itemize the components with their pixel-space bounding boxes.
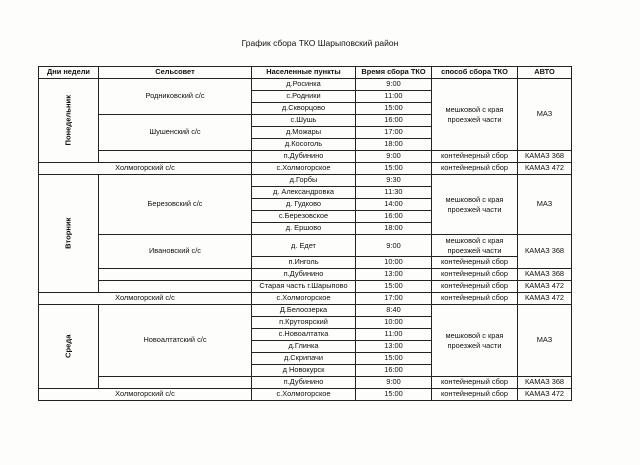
council-cell: Холмогорский с/с: [39, 389, 252, 401]
time-cell: 15:00: [356, 281, 432, 293]
time-cell: 11:00: [356, 91, 432, 103]
table-row: [39, 175, 572, 187]
place-cell: д.Скрипачи: [252, 353, 356, 365]
method-cell: контейнерный сбор: [432, 269, 518, 281]
header-day: Дни недели: [39, 67, 99, 79]
time-cell: 15:00: [356, 103, 432, 115]
header-place: Населенные пункты: [252, 67, 356, 79]
table-row: [39, 79, 572, 91]
council-cell: Ивановский с/с: [99, 235, 252, 269]
time-cell: 13:00: [356, 269, 432, 281]
place-cell: п.Инголь: [252, 257, 356, 269]
place-cell: д. Едет: [252, 235, 356, 257]
time-cell: 18:00: [356, 223, 432, 235]
place-cell: п.Дубинино: [252, 269, 356, 281]
place-cell: д Новокурск: [252, 365, 356, 377]
place-cell: Старая часть г.Шарыпово: [252, 281, 356, 293]
table-row: [39, 281, 572, 293]
place-cell: с.Шушь: [252, 115, 356, 127]
method-cell: контейнерный сбор: [432, 389, 518, 401]
time-cell: 15:00: [356, 163, 432, 175]
method-cell: мешковой с края проезжей части: [432, 175, 518, 235]
auto-cell: КАМАЗ 368: [518, 269, 572, 281]
table-row: [39, 235, 572, 257]
auto-cell: КАМАЗ 368: [518, 151, 572, 163]
method-cell: контейнерный сбор: [432, 163, 518, 175]
time-cell: 17:00: [356, 127, 432, 139]
method-cell: контейнерный сбор: [432, 257, 518, 269]
time-cell: 16:00: [356, 365, 432, 377]
table-row: [39, 377, 572, 389]
table-row: [39, 389, 572, 401]
place-cell: п.Дубинино: [252, 151, 356, 163]
council-cell: Холмогорский с/с: [39, 163, 252, 175]
time-cell: 10:00: [356, 317, 432, 329]
document-title: График сбора ТКО Шарыповский район: [241, 38, 399, 48]
method-cell: мешковой с края проезжей части: [432, 305, 518, 377]
council-cell: [99, 151, 252, 163]
auto-cell: КАМАЗ 472: [518, 281, 572, 293]
place-cell: д.Горбы: [252, 175, 356, 187]
time-cell: 17:00: [356, 293, 432, 305]
council-cell: Холмогорский с/с: [39, 293, 252, 305]
place-cell: д.Можары: [252, 127, 356, 139]
council-cell: Березовский с/с: [99, 175, 252, 235]
place-cell: д. Ершово: [252, 223, 356, 235]
place-cell: с.Холмогорское: [252, 163, 356, 175]
place-cell: д.Косоголь: [252, 139, 356, 151]
method-cell: мешковой с края проезжей части: [432, 79, 518, 151]
time-cell: 13:00: [356, 341, 432, 353]
table-row: [39, 163, 572, 175]
table-row: [39, 269, 572, 281]
auto-cell: КАМАЗ 472: [518, 389, 572, 401]
method-cell: контейнерный сбор: [432, 281, 518, 293]
method-cell: мешковой с края проезжей части: [432, 235, 518, 257]
place-cell: д.Глинка: [252, 341, 356, 353]
day-cell-monday: Понедельник: [39, 79, 99, 163]
method-cell: контейнерный сбор: [432, 293, 518, 305]
day-cell-tuesday: Вторник: [39, 175, 99, 293]
time-cell: 14:00: [356, 199, 432, 211]
header-council: Сельсовет: [99, 67, 252, 79]
auto-cell: КАМАЗ 472: [518, 163, 572, 175]
time-cell: 9:00: [356, 151, 432, 163]
place-cell: с.Холмогорское: [252, 293, 356, 305]
time-cell: 18:00: [356, 139, 432, 151]
council-cell: [99, 269, 252, 281]
method-cell: контейнерный сбор: [432, 377, 518, 389]
time-cell: 11:00: [356, 329, 432, 341]
place-cell: с.Березовское: [252, 211, 356, 223]
time-cell: 16:00: [356, 115, 432, 127]
time-cell: 16:00: [356, 211, 432, 223]
place-cell: с.Холмогорское: [252, 389, 356, 401]
time-cell: 11:30: [356, 187, 432, 199]
auto-cell: МАЗ: [518, 305, 572, 377]
place-cell: д. Александровка: [252, 187, 356, 199]
time-cell: 8:40: [356, 305, 432, 317]
header-time: Время сбора ТКО: [356, 67, 432, 79]
day-cell-wednesday: Среда: [39, 305, 99, 389]
schedule-table: [38, 66, 572, 401]
header-method: способ сбора ТКО: [432, 67, 518, 79]
place-cell: д.Скворцово: [252, 103, 356, 115]
time-cell: 9:30: [356, 175, 432, 187]
method-cell: контейнерный сбор: [432, 151, 518, 163]
auto-cell: КАМАЗ 472: [518, 293, 572, 305]
table-row: [39, 151, 572, 163]
auto-cell: КАМАЗ 368: [518, 377, 572, 389]
header-row: [39, 67, 572, 79]
council-cell: Новоалтатский с/с: [99, 305, 252, 377]
time-cell: 9:00: [356, 235, 432, 257]
place-cell: п.Дубинино: [252, 377, 356, 389]
council-cell: [99, 377, 252, 389]
time-cell: 10:00: [356, 257, 432, 269]
auto-cell: КАМАЗ 368: [518, 235, 572, 269]
table-row: [39, 305, 572, 317]
auto-cell: МАЗ: [518, 175, 572, 235]
place-cell: Д.Белоозерка: [252, 305, 356, 317]
time-cell: 15:00: [356, 389, 432, 401]
schedule-table-wrapper: [38, 66, 572, 401]
council-cell: Родниковский с/с: [99, 79, 252, 115]
place-cell: п.Крутоярский: [252, 317, 356, 329]
time-cell: 9:00: [356, 377, 432, 389]
council-cell: Шушенский с/с: [99, 115, 252, 151]
council-cell: [99, 281, 252, 293]
auto-cell: МАЗ: [518, 79, 572, 151]
header-auto: АВТО: [518, 67, 572, 79]
table-row: [39, 293, 572, 305]
time-cell: 15:00: [356, 353, 432, 365]
time-cell: 9:00: [356, 79, 432, 91]
place-cell: д. Гудково: [252, 199, 356, 211]
place-cell: с.Новоалтатка: [252, 329, 356, 341]
place-cell: д.Росинка: [252, 79, 356, 91]
place-cell: с.Родники: [252, 91, 356, 103]
